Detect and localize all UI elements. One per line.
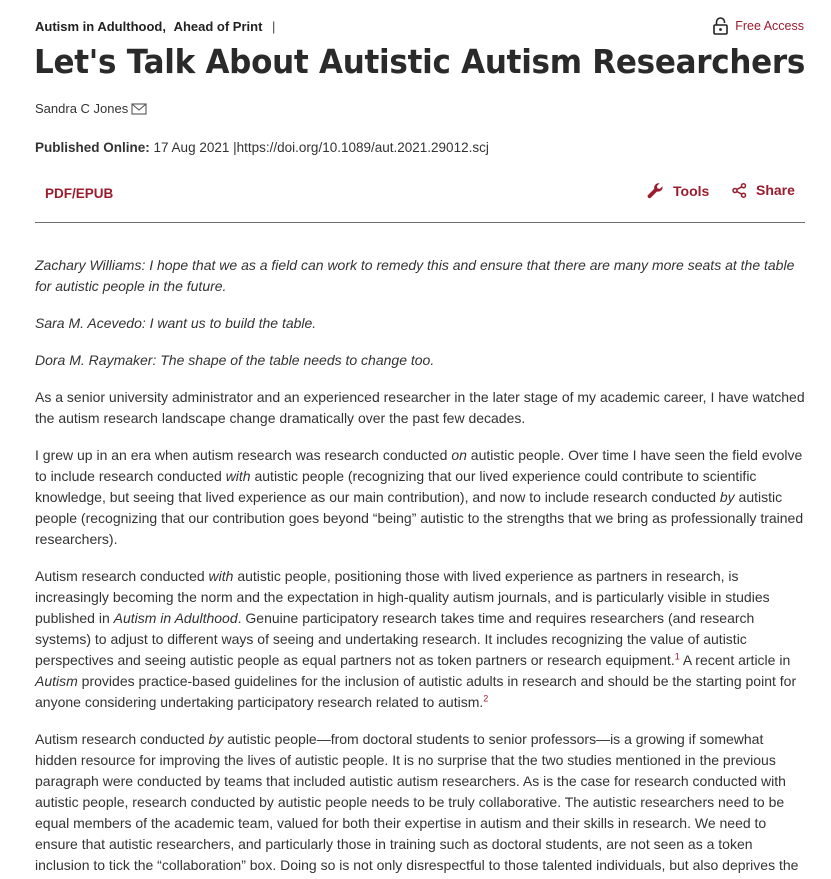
unlock-icon: [713, 17, 728, 35]
journal-name[interactable]: Autism in Adulthood,: [35, 19, 166, 34]
paragraph: As a senior university administrator and an experienced researcher in the later stage of my academic career, I have watched the autism research landscape change dramatically over the past few decades.: [35, 389, 805, 426]
doi-link[interactable]: https://doi.org/10.1089/aut.2021.29012.scj: [236, 140, 489, 155]
issue-status[interactable]: Ahead of Print: [173, 19, 263, 34]
mail-icon[interactable]: [131, 103, 147, 115]
published-date: 17 Aug 2021: [153, 140, 230, 155]
header-divider: [35, 222, 805, 223]
article-body: [35, 255, 807, 879]
share-button[interactable]: [732, 182, 795, 198]
published-label: Published Online:: [35, 140, 150, 155]
epigraph-quote: Sara M. Acevedo: I want us to build the table.: [35, 315, 317, 331]
free-access-badge: [713, 17, 804, 35]
pdf-epub-link[interactable]: PDF/EPUB: [45, 186, 114, 201]
free-access-label: Free Access: [735, 19, 804, 33]
journal-breadcrumb: [35, 19, 275, 34]
epigraph-quote: Dora M. Raymaker: The shape of the table needs to change too.: [35, 352, 435, 368]
breadcrumb-separator: |: [272, 19, 276, 34]
paragraph: Autism research conducted with autistic people, positioning those with lived experience as partners in research, is increasingly becoming the norm and the expectation in high-quality autism journals, and is particularly visible in studies published in Autism in Adulthood. Genuine participatory research takes time and requires researchers (and research systems) to adjust to different ways of seeing and undertaking research. It includes recognizing the value of autistic perspectives and seeing autistic people as equal partners not as token partners or research equipment.$^1$ A recent article in Autism provides practice-based guidelines for the inclusion of autistic adults in research and should be the starting point for anyone considering undertaking participatory research related to autism.$^2$: [35, 568, 797, 710]
reference-link-2[interactable]: 2: [483, 693, 489, 704]
share-icon: [732, 183, 747, 198]
author-name[interactable]: Sandra C Jones: [35, 101, 129, 116]
epigraph-quote: Zachary Williams: I hope that we as a field can work to remedy this and ensure that there are many more seats at the table for autistic people in the future.: [35, 257, 795, 294]
article-title: Let's Talk About Autistic Autism Researchers: [34, 42, 806, 81]
tools-label: Tools: [673, 182, 710, 199]
share-label: Share: [756, 182, 795, 198]
tools-button[interactable]: [647, 182, 709, 199]
reference-link-1[interactable]: 1: [674, 651, 680, 662]
paragraph: Autism research conducted by autistic people—from doctoral students to senior professors—is a growing if somewhat hidden resource for improving the lives of autistic people. It is no surprise that the two studies mentioned in the previous paragraph were conducted by teams that included autistic autism researchers. As is the case for research conducted with autistic people, research conducted by autistic people needs to be truly collaborative. The autistic researchers need to be equal members of the academic team, valued for both their expertise in autism and their skills in research. We need to ensure that autistic researchers, and particularly those in training such as doctoral students, are not seen as a token inclusion to tick the “collaboration” box. Doing so is not only disrespectful to those talented individuals, but also deprives the: [35, 731, 799, 873]
author-line: [35, 101, 147, 116]
pub-separator: |: [233, 140, 237, 155]
wrench-icon: [647, 182, 664, 199]
paragraph: I grew up in an era when autism research was research conducted on autistic people. Over time I have seen the field evolve to include research conducted with autistic people (recognizing that our lived experience could contribute to scientific knowledge, but seeing that lived experience as our main contribution), and now to include research conducted by autistic people (recognizing that our contribution goes beyond “being” autistic to the strengths that we bring as professionally trained researchers).: [35, 447, 804, 547]
publication-info: [35, 140, 489, 155]
